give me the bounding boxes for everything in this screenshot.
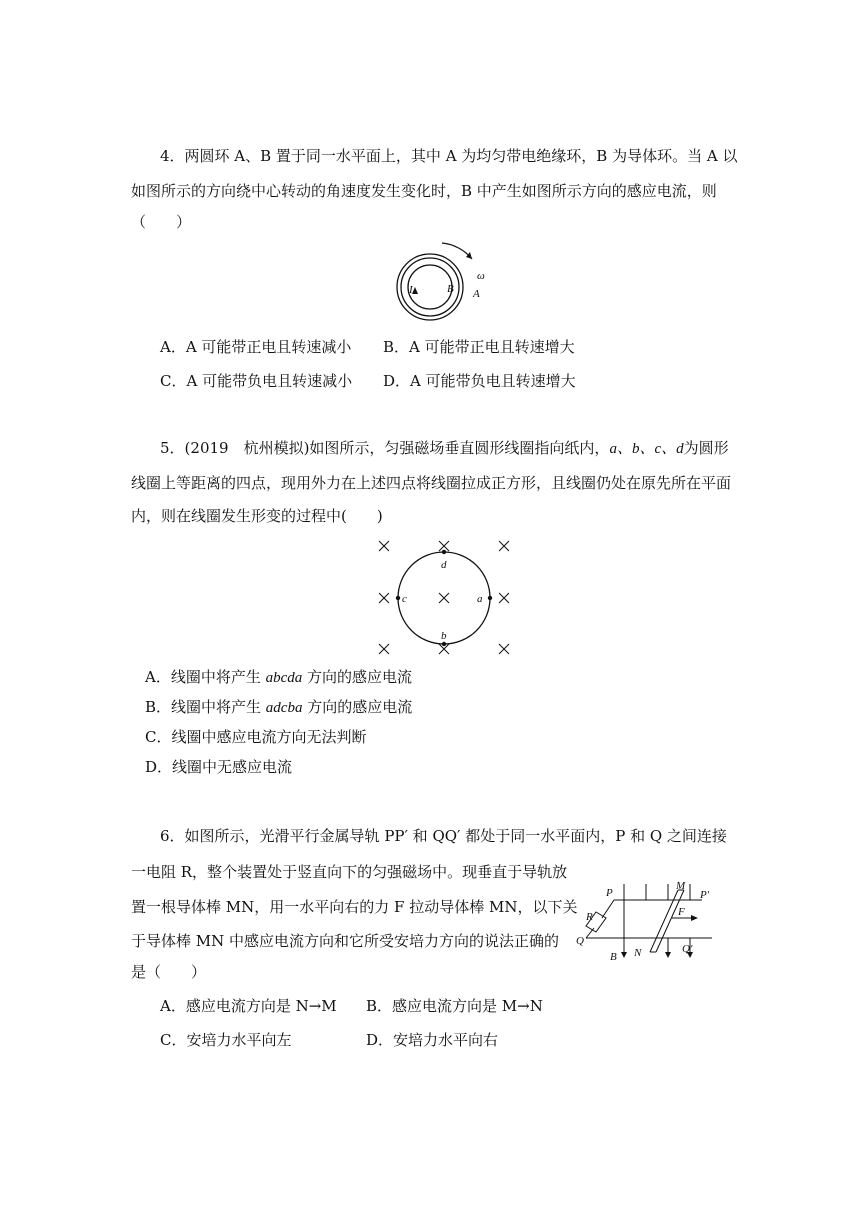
q4-option-d: D．A 可能带负电且转速增大 bbox=[383, 372, 576, 390]
label-omega: ω bbox=[477, 270, 485, 282]
q5-option-a: A．线圈中将产生 abcda 方向的感应电流 bbox=[145, 668, 413, 686]
rod-mn bbox=[650, 890, 684, 952]
ring-b bbox=[408, 265, 452, 309]
q6-stem-line-3: 置一根导体棒 MN，用一水平向右的力 F 拉动导体棒 MN，以下关 bbox=[131, 898, 578, 916]
q4-stem-line-2: 如图所示的方向绕中心转动的角速度发生变化时，B 中产生如图所示方向的感应电流，则 bbox=[131, 182, 717, 200]
label-b: B bbox=[610, 951, 617, 963]
label-point-a: a bbox=[477, 593, 483, 605]
label-current-i: I bbox=[409, 284, 413, 296]
label-point-d: d bbox=[441, 559, 447, 571]
q6-option-c: C．安培力水平向左 bbox=[160, 1031, 292, 1049]
q5-stem-text: 5．(2019 杭州模拟)如图所示，匀强磁场垂直圆形线圈指向纸内， bbox=[160, 439, 610, 457]
q5-stem-tail: 为圆形 bbox=[683, 439, 729, 457]
current-arrow-icon bbox=[412, 287, 418, 294]
q5-stem-line-1 bbox=[160, 438, 729, 459]
q6-stem-line-1: 6．如图所示，光滑平行金属导轨 PP′ 和 QQ′ 都处于同一水平面内，P 和 Q 之间连接 bbox=[160, 827, 727, 845]
q6-stem-line-4: 于导体棒 MN 中感应电流方向和它所受安培力方向的说法正确的 bbox=[131, 932, 560, 950]
q5-stem-line-3: 内，则在线圈发生形变的过程中( ) bbox=[131, 507, 383, 525]
q4-stem-line-3: （ ） bbox=[131, 213, 192, 231]
q4-option-b: B．A 可能带正电且转速增大 bbox=[383, 338, 575, 356]
label-q-prime: Q′ bbox=[682, 943, 693, 955]
label-ring-b: B bbox=[447, 283, 454, 295]
label-p-prime: P′ bbox=[700, 889, 710, 901]
q6-option-b: B．感应电流方向是 M→N bbox=[366, 997, 543, 1015]
q6-rail-figure bbox=[572, 880, 722, 962]
q5-option-c: C．线圈中感应电流方向无法判断 bbox=[145, 728, 367, 746]
label-p: P bbox=[606, 887, 613, 899]
q6-stem-line-5: 是（ ） bbox=[131, 963, 207, 981]
q6-stem-line-2: 一电阻 R，整个装置处于竖直向下的匀强磁场中。现垂直于导轨放 bbox=[131, 863, 568, 881]
q6-option-a: A．感应电流方向是 N→M bbox=[160, 997, 337, 1015]
label-f: F bbox=[678, 906, 685, 918]
label-point-b: b bbox=[441, 630, 447, 642]
label-ring-a: A bbox=[473, 288, 480, 300]
q5-coil-figure bbox=[370, 535, 520, 660]
label-r: R bbox=[586, 911, 593, 923]
q5-point-names: a、b、c、d bbox=[609, 441, 684, 457]
q5-option-d: D．线圈中无感应电流 bbox=[145, 758, 293, 776]
q4-stem-line-1: 4．两圆环 A、B 置于同一水平面上，其中 A 为均匀带电绝缘环，B 为导体环。当 A 以 bbox=[160, 147, 738, 165]
q5-stem-line-2: 线圈上等距离的四点，现用外力在上述四点将线圈拉成正方形，且线圈仍处在原先所在平面 bbox=[131, 474, 732, 492]
q4-option-c: C．A 可能带负电且转速减小 bbox=[160, 372, 353, 390]
label-m: M bbox=[676, 880, 686, 892]
label-n: N bbox=[634, 947, 642, 959]
q5-option-b: B．线圈中将产生 adcba 方向的感应电流 bbox=[145, 698, 413, 716]
q6-option-d: D．安培力水平向右 bbox=[366, 1031, 499, 1049]
q4-ring-figure bbox=[380, 235, 500, 335]
label-q: Q bbox=[576, 935, 584, 947]
label-point-c: c bbox=[402, 593, 407, 605]
q4-option-a: A．A 可能带正电且转速减小 bbox=[160, 338, 352, 356]
